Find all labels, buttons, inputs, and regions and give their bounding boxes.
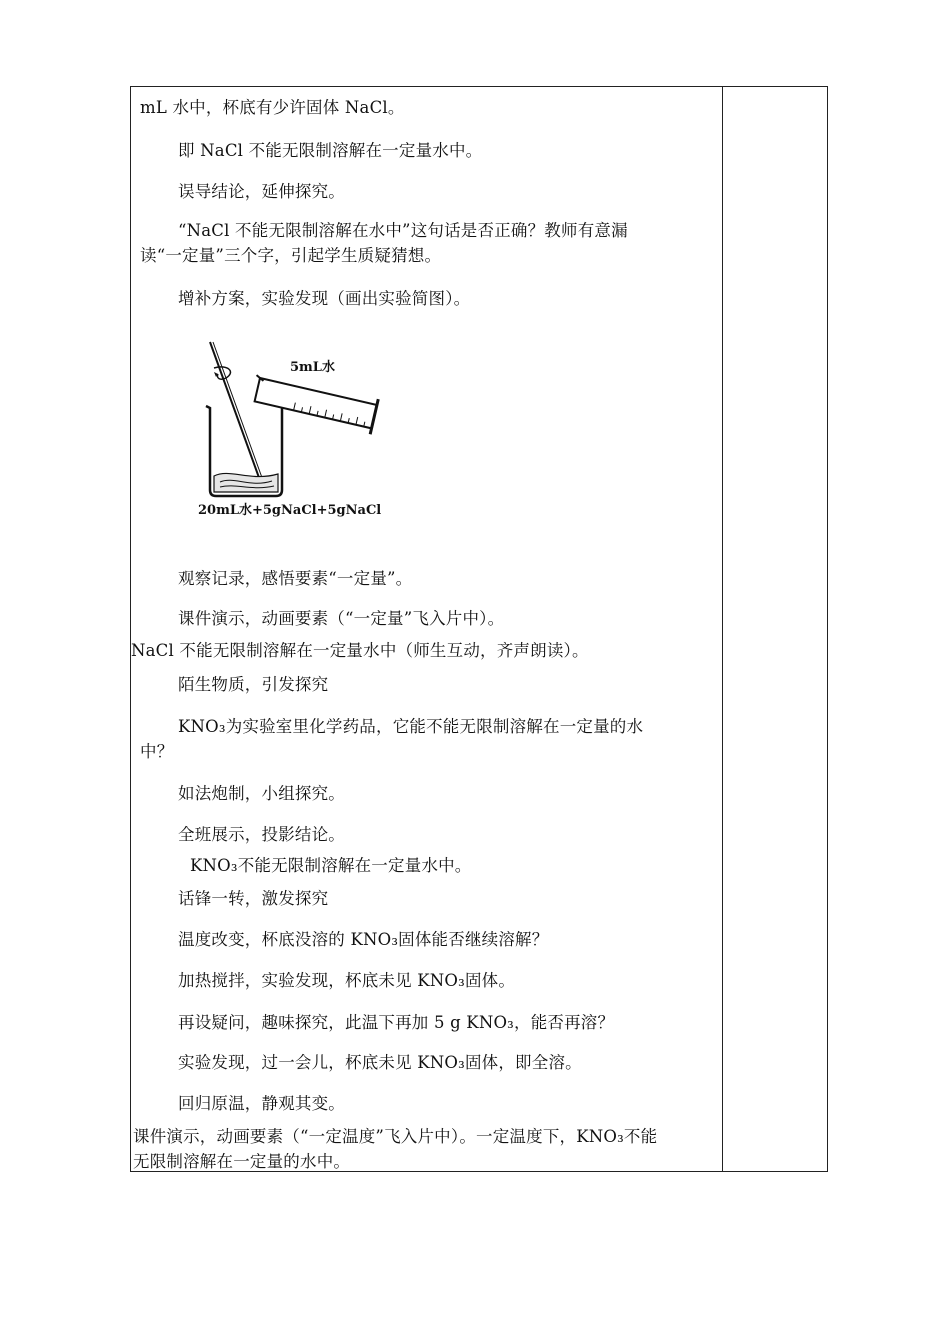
- text-line: 读“一定量”三个字，引起学生质疑猜想。: [140, 246, 442, 265]
- text-line: 实验发现，过一会儿，杯底未见 KNO₃固体，即全溶。: [178, 1053, 582, 1072]
- text-line: NaCl 不能无限制溶解在一定量水中（师生互动，齐声朗读）。: [131, 641, 589, 660]
- text-line: 无限制溶解在一定量的水中。: [133, 1152, 351, 1171]
- experiment-diagram: [190, 336, 420, 526]
- cylinder-label: 5mL水: [290, 360, 335, 375]
- text-line: “NaCl 不能无限制溶解在水中”这句话是否正确？教师有意漏: [178, 221, 628, 240]
- text-line: 中？: [140, 742, 174, 761]
- text-line: 加热搅拌，实验发现，杯底未见 KNO₃固体。: [178, 971, 516, 990]
- text-line: 温度改变，杯底没溶的 KNO₃固体能否继续溶解？: [178, 930, 549, 949]
- text-line: 陌生物质，引发探究: [178, 675, 329, 694]
- text-line: 如法炮制，小组探究。: [178, 784, 345, 803]
- text-line: 话锋一转，激发探究: [178, 889, 329, 908]
- text-line: 全班展示，投影结论。: [178, 825, 345, 844]
- beaker-label: 20mL水+5gNaCl+5gNaCl: [198, 503, 382, 518]
- text-line: 回归原温，静观其变。: [178, 1094, 345, 1113]
- text-line: mL 水中，杯底有少许固体 NaCl。: [140, 98, 405, 117]
- text-line: 误导结论，延伸探究。: [178, 182, 345, 201]
- text-line: 即 NaCl 不能无限制溶解在一定量水中。: [178, 141, 483, 160]
- text-line: 观察记录，感悟要素“一定量”。: [178, 569, 413, 588]
- column-divider: [722, 86, 723, 1172]
- text-line: KNO₃为实验室里化学药品，它能不能无限制溶解在一定量的水: [178, 717, 644, 736]
- text-line: 再设疑问，趣味探究，此温下再加 5 g KNO₃，能否再溶？: [178, 1013, 615, 1032]
- text-line: 课件演示，动画要素（“一定温度”飞入片中）。一定温度下，KNO₃不能: [133, 1127, 658, 1146]
- text-line: 增补方案，实验发现（画出实验简图）。: [178, 289, 471, 308]
- text-line: 课件演示，动画要素（“一定量”飞入片中）。: [178, 609, 505, 628]
- text-line: KNO₃不能无限制溶解在一定量水中。: [190, 856, 472, 875]
